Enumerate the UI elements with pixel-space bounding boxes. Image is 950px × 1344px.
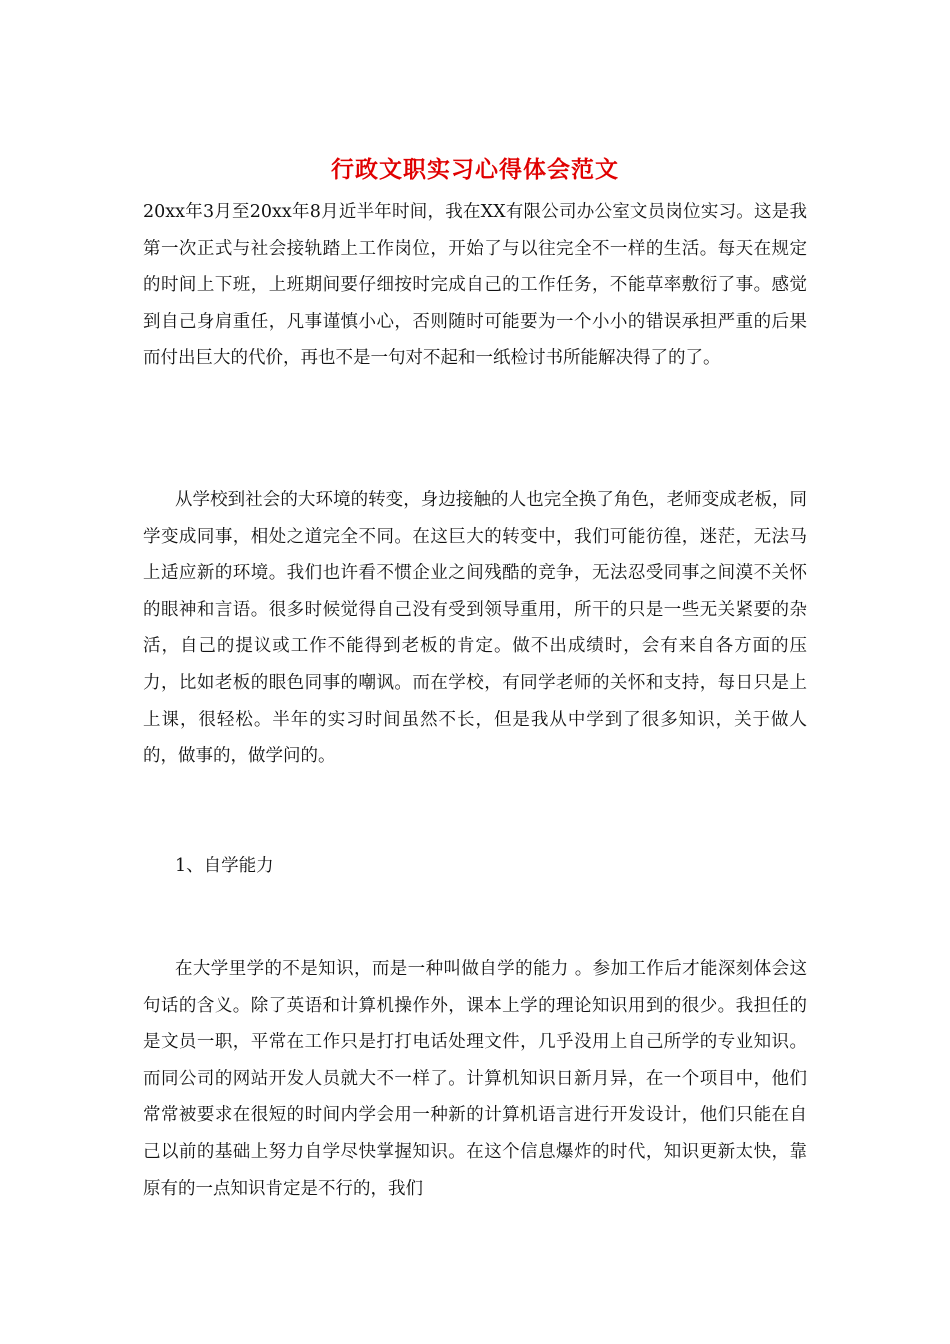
- paragraph-transition: 从学校到社会的大环境的转变，身边接触的人也完全换了角色，老师变成老板，同学变成同事，相处之道完全不同。在这巨大的转变中，我们可能彷徨，迷茫，无法马上适应新的环境。我们也许看不惯企业之间残酷的竞争，无法忍受同事之间漠不关怀的眼神和言语。很多时候觉得自己没有受到领导重用，所干的只是一些无关紧要的杂活，自己的提议或工作不能得到老板的肯定。做不出成绩时，会有来自各方面的压力，比如老板的眼色同事的嘲讽。而在学校，有同学老师的关怀和支持，每日只是上上课，很轻松。半年的实习时间虽然不长，但是我从中学到了很多知识，关于做人的，做事的，做学问的。: [143, 490, 807, 767]
- document-title: 行政文职实习心得体会范文: [331, 156, 619, 183]
- section-paragraph: 在大学里学的不是知识，而是一种叫做自学的能力 。参加工作后才能深刻体会这句话的含义。除了英语和计算机操作外，课本上学的理论知识用到的很少。我担任的是文员一职，平常在工作只是打打电话处理文件，几乎没用上自己所学的专业知识。而同公司的网站开发人员就大不一样了。计算机知识日新月异，在一个项目中，他们常常被要求在很短的时间内学会用一种新的计算机语言进行开发设计，他们只能在自己以前的基础上努力自学尽快掌握知识。在这个信息爆炸的时代，知识更新太快，靠原有的一点知识肯定是不行的，我们: [143, 959, 807, 1199]
- section-heading: 1、自学能力: [175, 856, 274, 876]
- paragraph-intro: 20xx年3月至20xx年8月近半年时间，我在XX有限公司办公室文员岗位实习。这是我第一次正式与社会接轨踏上工作岗位，开始了与以往完全不一样的生活。每天在规定的时间上下班，上班期间要仔细按时完成自己的工作任务，不能草率敷衍了事。感觉到自己身肩重任，凡事谨慎小心，否则随时可能要为一个小小的错误承担严重的后果而付出巨大的代价，再也不是一句对不起和一纸检讨书所能解决得了的了。: [143, 202, 807, 369]
